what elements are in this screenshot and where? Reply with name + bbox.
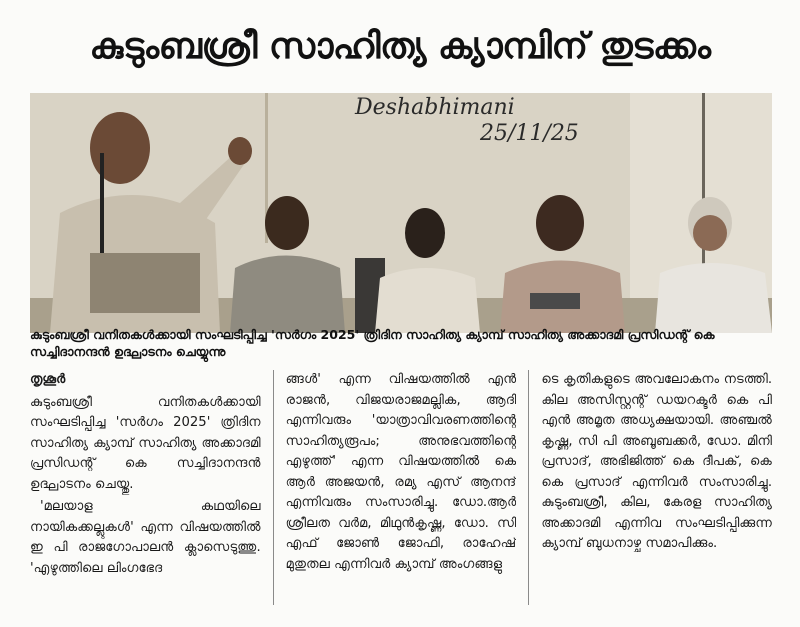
paragraph: കുടുംബശ്രീ വനിതകൾക്കായി സംഘടിപ്പിച്ച 'സർഗം 2025' ത്രിദിന സാഹിത്യ ക്യാമ്പ് സാഹിത്യ അക്കാദമി പ്രസിഡന്റ് കെ സച്ചിദാനന്ദൻ ഉദ്ഘാടനം ചെയ്തു. [30, 394, 261, 492]
handwritten-date: 25/11/25 [480, 121, 579, 146]
paragraph: ങ്ങൾ' എന്ന വിഷയത്തിൽ എൻ രാജൻ, വിജയരാജമല്ലിക, ആദി എന്നിവരും 'യാത്രാവിവരണത്തിന്റെ സാഹിത്യരൂപം; അനുഭവത്തിന്റെ എഴുത്ത്' എന്ന വിഷയത്തിൽ കെ ആർ അജയൻ, രമ്യ എസ് ആനന്ദ് എന്നിവരും സംസാരിച്ചു. ഡോ.ആർ ശ്രീലത വർമ, മിഥുൻകൃഷ്ണ, ഡോ. സി എഫ് ജോൺ ജോഫി, രാഹേഷ് മുതുതല എന്നിവർ ക്യാമ്പ് അംഗങ്ങളു [285, 372, 517, 572]
dateline: തൃശൂർ [30, 372, 66, 387]
photo-caption: കുടുംബശ്രീ വനിതകൾക്കായി സംഘടിപ്പിച്ച 'സർഗം 2025' ത്രിദിന സാഹിത്യ ക്യാമ്പ് സാഹിത്യ അക്കാദമി പ്രസിഡന്റ് കെ സച്ചിദാനന്ദൻ ഉദ്ഘാടനം ചെയ്യുന്നു [30, 327, 715, 359]
paragraph: 'മലയാള കഥയിലെ നായികക്കല്ലുകൾ' എന്ന വിഷയത്തിൽ ഇ പി രാജഗോപാലൻ ക്ലാസെടുത്തു. 'എഴുത്തിലെ ലിംഗഭേദ [30, 499, 261, 576]
headline: കുടുംബശ്രീ സാഹിത്യ ക്യാമ്പിന് തുടക്കം [89, 26, 711, 67]
article-column-2 [286, 370, 517, 605]
handwritten-annotation [355, 95, 655, 155]
article-column-1 [30, 370, 261, 605]
article-body [30, 370, 772, 605]
column-divider [273, 370, 274, 605]
paragraph: ടെ കൃതികളുടെ അവലോകനം നടത്തി. കില അസിസ്റ്റന്റ് ഡയറക്ടർ കെ പി എൻ അമൃത അധ്യക്ഷയായി. അഞ്ചൽ കൃഷ്ണ, സി പി അബൂബക്കർ, ഡോ. മിനി പ്രസാദ്, അഭിജിത്ത് കെ ദീപക്, കെ കെ പ്രസാദ് എന്നിവർ സംസാരിച്ചു. കുടുംബശ്രീ, കില, കേരള സാഹിത്യ അക്കാദമി എന്നിവ സംഘടിപ്പിക്കുന്ന ക്യാമ്പ് ബുധനാഴ്ച സമാപിക്കും. [541, 372, 773, 551]
handwritten-source: Deshabhimani [355, 95, 515, 120]
article-column-3 [541, 370, 772, 605]
column-divider [528, 370, 529, 605]
